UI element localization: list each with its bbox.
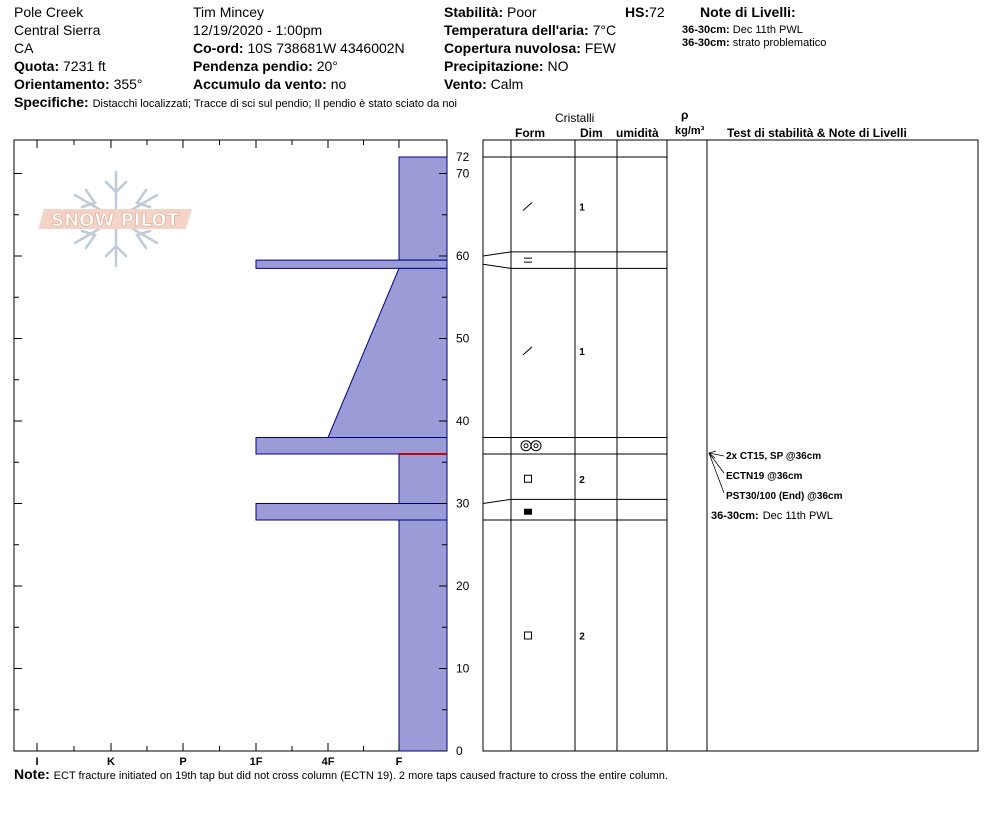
crystal-size: 2 [579, 474, 585, 486]
melt-freeze-icon [531, 441, 541, 451]
layer-note-text: strato problematico [732, 37, 827, 49]
location: Pole Creek [14, 4, 84, 20]
coordinates-label: Co-ord: [193, 40, 244, 56]
moisture-header: umidità [616, 126, 659, 140]
stability-label: Stabilità: [444, 4, 504, 20]
crystal-size: 1 [579, 346, 585, 358]
test-note-3: PST30/100 (End) @36cm [726, 491, 843, 502]
layers-grid [483, 140, 707, 751]
test-arrows [709, 451, 724, 493]
snow-height-value: 72 [649, 4, 665, 20]
wind-label: Vento: [444, 76, 487, 92]
hardness-profile [256, 157, 447, 751]
snow-height-label: HS: [625, 4, 650, 20]
slope-angle-value: 20° [316, 58, 338, 74]
wind-value: Calm [490, 76, 524, 92]
hardness-layer-1 [399, 157, 447, 260]
test-note-1: 2x CT15, SP @36cm [726, 451, 822, 462]
hardness-layer-5 [399, 454, 447, 504]
coordinates-value: 10S 738681W 4346002N [247, 40, 405, 56]
air-temperature-value: 7°C [592, 22, 617, 38]
footer-note [14, 766, 668, 784]
form-header: Form [515, 126, 545, 140]
crystals-header: Cristalli [555, 111, 595, 125]
snowpilot-logo [38, 172, 192, 266]
decomposing-particles-icon [523, 347, 532, 355]
crystal-size: 2 [579, 631, 585, 643]
wind-loading-label: Accumulo da vento: [193, 76, 327, 92]
depth-label: 50 [456, 331, 470, 346]
layer-connector [483, 499, 511, 503]
layer-notes-title: Note di Livelli: [700, 4, 796, 20]
depth-label: 20 [456, 579, 470, 593]
specifics-value: Distacchi localizzati; Tracce di sci sul pendio; Il pendio è stato sciato da noi [92, 98, 458, 110]
aspect-label: Orientamento: [14, 76, 110, 92]
wind-loading-value: no [330, 76, 347, 92]
footer-note-label: Note: [14, 766, 50, 782]
hardness-label: 1F [249, 756, 263, 768]
hardness-layer-2 [256, 260, 447, 268]
datetime: 12/19/2020 - 1:00pm [193, 22, 323, 38]
depth-label: 0 [456, 744, 463, 758]
stability-value: Poor [507, 4, 537, 20]
faceted-crystals-icon [525, 632, 532, 639]
observer: Tim Mincey [193, 4, 265, 20]
slope-angle-label: Pendenza pendio: [193, 58, 313, 74]
hardness-layer-6 [256, 504, 447, 521]
depth-label: 10 [456, 661, 470, 676]
layer-note-text: Dec 11th PWL [732, 24, 803, 36]
precipitation-label: Precipitazione: [444, 58, 544, 74]
hardness-label: P [179, 756, 187, 768]
depth-label: 40 [456, 414, 470, 428]
layer-connector [483, 264, 511, 268]
test-note-2: ECTN19 @36cm [726, 471, 803, 482]
cloud-cover-label: Copertura nuvolosa: [444, 40, 581, 56]
melt-freeze-icon [524, 444, 528, 448]
tests-header: Test di stabilità & Note di Livelli [727, 126, 907, 140]
crystal-size: 1 [579, 202, 585, 214]
melt-freeze-icon [521, 441, 531, 451]
cloud-cover-value: FEW [584, 40, 616, 56]
faceted-crystals-icon [525, 509, 532, 514]
pwl-note-depth: 36-30cm: [711, 510, 759, 522]
range: Central Sierra [14, 22, 101, 38]
layer-connector [483, 252, 511, 256]
density-symbol: ρ [681, 108, 689, 122]
pwl-note [711, 510, 833, 522]
hardness-label: I [35, 756, 39, 768]
hardness-layer-3 [328, 268, 447, 437]
aspect-value: 355° [113, 76, 143, 92]
size-header: Dim [580, 126, 603, 140]
logo-text: SNOW PILOT [51, 210, 179, 231]
faceted-crystals-icon [525, 475, 532, 482]
depth-label: 30 [456, 496, 470, 511]
density-unit: kg/m³ [675, 125, 705, 137]
hardness-layer-4 [256, 438, 447, 455]
footer-note-text: ECT fracture initiated on 19th tap but did not cross column (ECTN 19). 2 more taps caused fracture to cross the entire column. [53, 770, 668, 782]
melt-freeze-icon [534, 444, 538, 448]
state: CA [14, 40, 34, 56]
snow-height-label: 72 [456, 150, 470, 164]
layers-frame [483, 140, 978, 751]
layer-note-depth: 36-30cm: [682, 24, 730, 36]
depth-label: 70 [456, 166, 470, 181]
layer-note-depth: 36-30cm: [682, 37, 730, 49]
elevation-value: 7231 ft [63, 58, 106, 74]
specifics-label: Specifiche: [14, 94, 89, 110]
depth-label: 60 [456, 249, 470, 263]
decomposing-particles-icon [523, 203, 532, 211]
hardness-label: 4F [321, 756, 335, 768]
hardness-label: K [107, 756, 115, 768]
pwl-note-text: Dec 11th PWL [762, 510, 833, 522]
hardness-layer-7 [399, 520, 447, 751]
air-temperature-label: Temperatura dell'aria: [444, 22, 589, 38]
precipitation-value: NO [547, 58, 569, 74]
hardness-label: F [395, 756, 403, 768]
elevation-label: Quota: [14, 58, 60, 74]
